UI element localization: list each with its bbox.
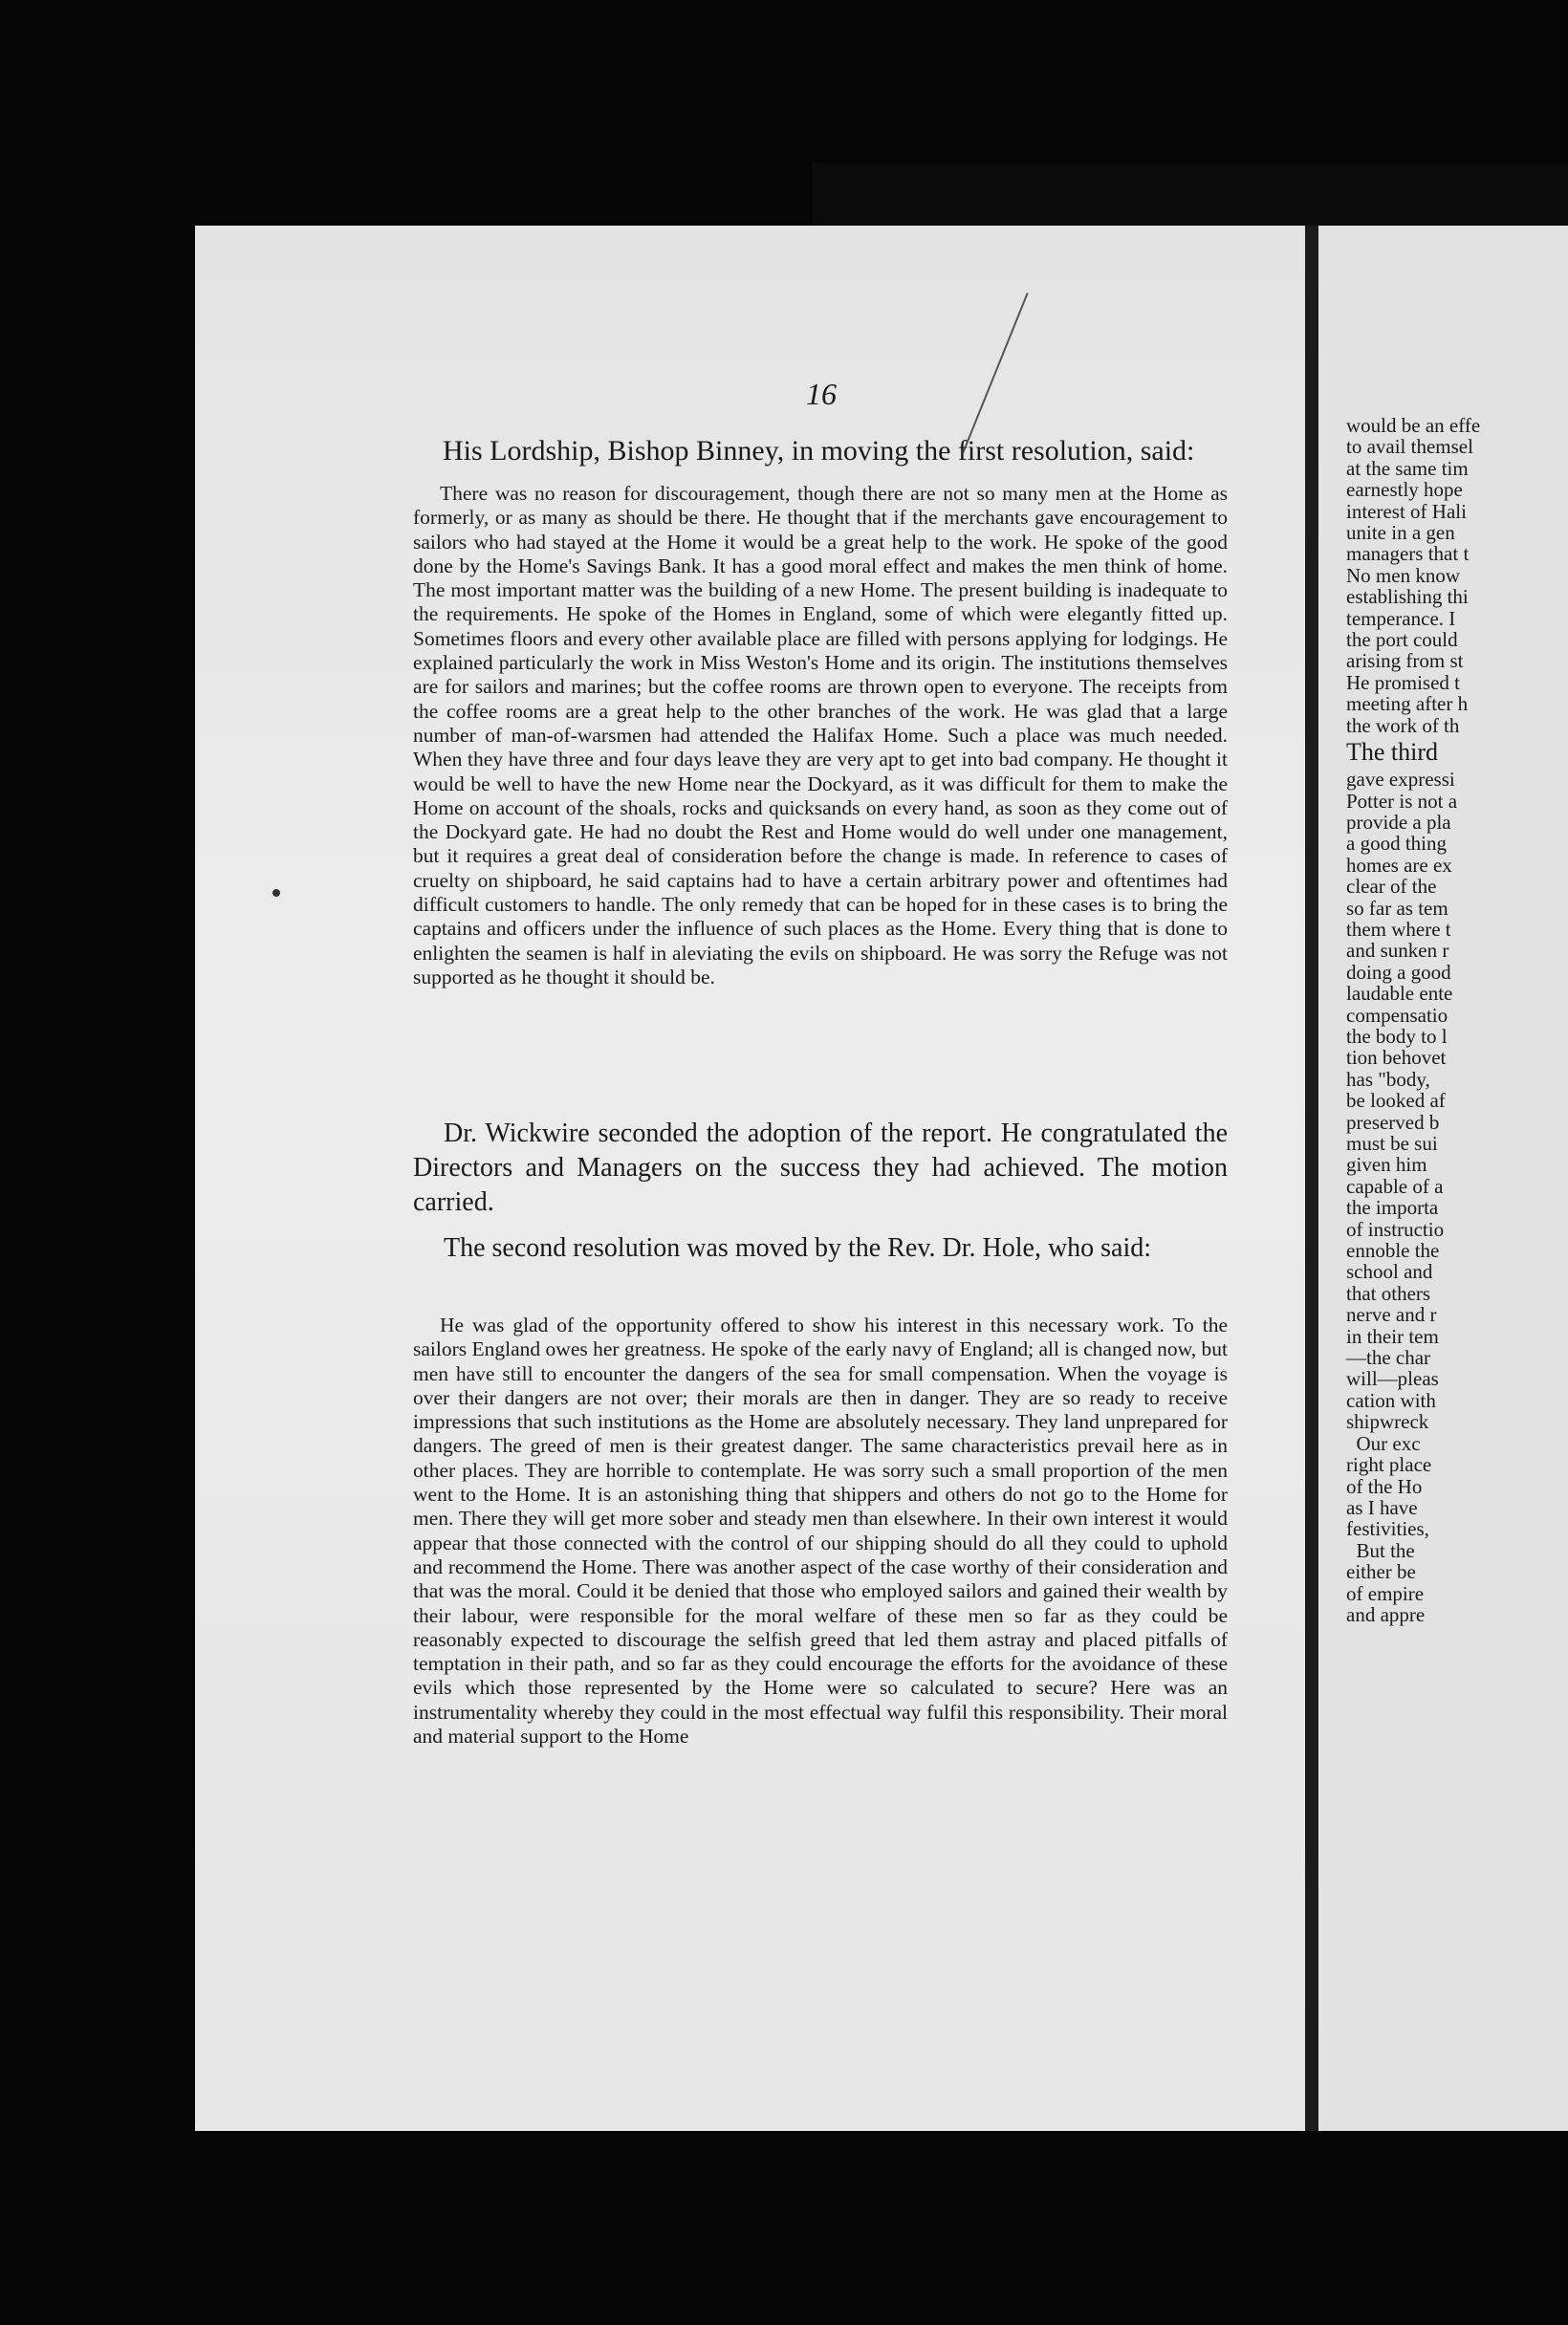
page-number: 16 — [806, 377, 837, 411]
dr-hole-speech — [413, 1314, 1228, 1749]
scan-dark-area — [813, 163, 1568, 229]
bishop-binney-speech — [413, 482, 1228, 989]
resolution-heading: His Lordship, Bishop Binney, in moving the first resolution, said: — [443, 435, 1195, 467]
paragraph-3-intro-text: The second resolution was moved by the Rev. Dr. Hole, who said: — [444, 1233, 1152, 1263]
wickwire-paragraph — [413, 1117, 1228, 1220]
right-column-top: would be an effe to avail themsel at the same tim earnestly hope interest of Hali unite in a gen managers that t No men know establishing thi temperance. I the port could arising from st He promised t meeting after h the work of th — [1346, 414, 1481, 737]
ink-dot-mark — [272, 889, 280, 897]
second-resolution-intro — [413, 1231, 1228, 1266]
right-column-bottom: gave expressi Potter is not a provide a pla a good thing homes are ex clear of the so far as tem them where t and sunken r doing a good laudable ente compensatio the body to l tion behovet has "body, be looked af preserved b must be sui given him capable of a the importa of instructio ennoble the school and that others nerve and r in their tem —the char will—pleas cation with shipwreck Our exc right place of the Ho as I have festivities, But the either be of empire and appre — [1346, 768, 1458, 1626]
page-spine — [1305, 226, 1318, 2131]
right-page-text — [1346, 415, 1568, 1625]
paragraph-2-text: Dr. Wickwire seconded the adoption of the report. He congratulated the Directors and Managers on the success they had achieved. The motion carried. — [413, 1119, 1228, 1217]
paragraph-3-text: He was glad of the opportunity offered to show his interest in this necessary work. To the sailors England owes her greatness. He spoke of the early navy of England; all is changed now, but men have still to encounter the dangers of the sea for small compensation. When the voyage is over their dangers are not over; their morals are then in danger. They are so ready to receive impressions that such institutions as the Home are absolutely necessary. They land unprepared for dangers. The greed of men is their greatest danger. The same characteristics prevail here as in other places. They are horrible to contemplate. He was sorry such a small proportion of the men went to the Home. It is an astonishing thing that shippers and others do not go to the Home for men. There they will get more sober and steady men than elsewhere. In their own interest it would appear that those connected with the control of our shipping should do all they could to uphold and recommend the Home. There was another aspect of the case worthy of their consideration and that was the moral. Could it be denied that those who employed sailors and gained their wealth by their labour, were responsible for the moral welfare of these men so far as they could be reasonably expected to discourage the selfish greed that led them astray and placed pitfalls of temptation in their path, and so far as they could encourage the efforts for the avoidance of these evils which those represented by the Home were so calculated to secure? Here was an instrumentality whereby they could in the most effectual way fulfil this responsibility. Their moral and material support to the Home — [413, 1314, 1228, 1749]
paragraph-1-text: There was no reason for discouragement, though there are not so many men at the Home as formerly, or as many as should be there. He thought that if the merchants gave encouragement to sailors who had stayed at the Home it would be a great help to the work. He spoke of the good done by the Home's Savings Bank. It has a good moral effect and makes the men think of home. The most important matter was the building of a new Home. The present building is inadequate to the requirements. He spoke of the Homes in England, some of which were elegantly fitted up. Sometimes floors and every other available place are filled with persons applying for lodgings. He explained particularly the work in Miss Weston's Home and its origin. The institutions themselves are for sailors and marines; but the coffee rooms are thrown open to everyone. The receipts from the coffee rooms are a great help to the other branches of the work. He was glad that a large number of man-of-warsmen had attended the Halifax Home. Such a place was much needed. When they have three and four days leave they are very apt to get into bad company. He thought it would be well to have the new Home near the Dockyard, as it was difficult for them to make the Home on account of the shoals, rocks and quicksands on every hand, as soon as they come out of the Dockyard gate. He had no doubt the Rest and Home would do well under one management, but it requires a great deal of consideration before the change is made. In reference to cases of cruelty on shipboard, he said captains had to have a certain arbitrary power and oftentimes had difficult customers to handle. The only remedy that can be hoped for in these cases is to bring the captains and officers under the influence of such places as the Home. Every thing that is done to enlighten the seamen is half in aleviating the evils on shipboard. He was sorry the Refuge was not supported as he thought it should be. — [413, 482, 1228, 989]
right-column-heading: The third — [1346, 738, 1439, 767]
right-page-partial — [1319, 226, 1568, 2131]
